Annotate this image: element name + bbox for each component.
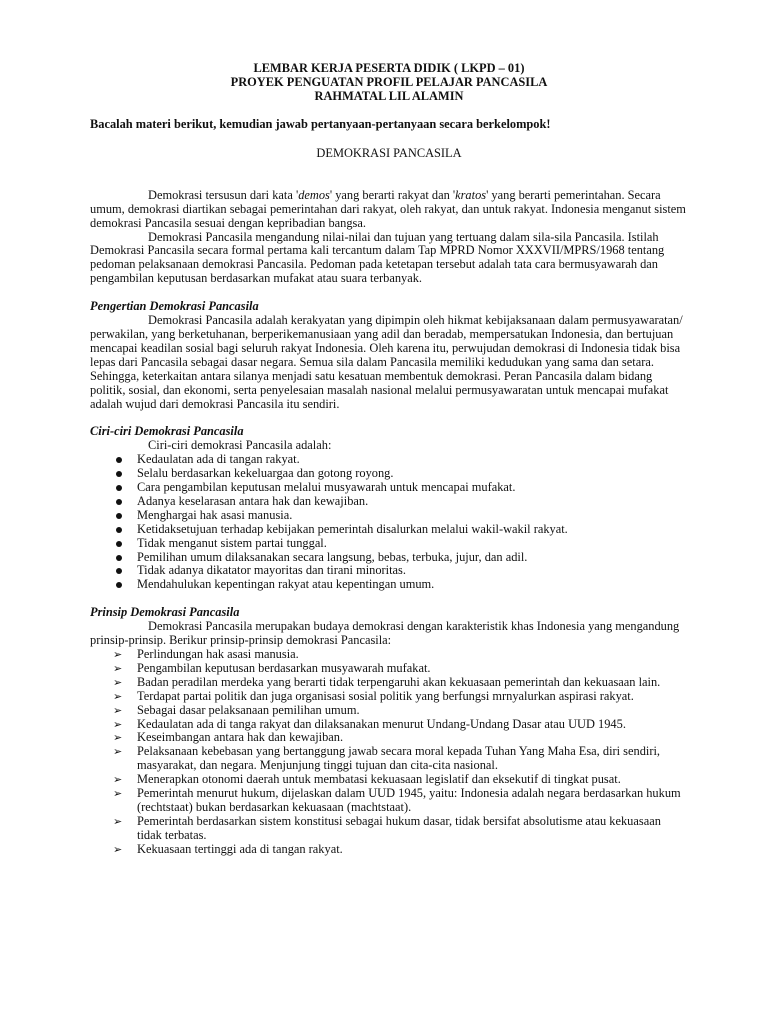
list-item-text: Ketidaksetujuan terhadap kebijakan pemerintah disalurkan melalui wakil-wakil rakyat. <box>137 521 568 536</box>
list-item-text: Adanya keselarasan antara hak dan kewajiban. <box>137 493 369 508</box>
arrow-bullet-icon: ➢ <box>113 661 123 675</box>
list-item <box>90 787 688 815</box>
list-item-text: Perlindungan hak asasi manusia. <box>137 647 299 661</box>
list-item-text: Sebagai dasar pelaksanaan pemilihan umum. <box>137 702 360 717</box>
list-item-text: Cara pengambilan keputusan melalui musyawarah untuk mencapai mufakat. <box>137 480 516 495</box>
list-item <box>90 551 688 565</box>
list-item <box>90 481 688 495</box>
bullet-dot-icon <box>116 527 122 533</box>
intro-text-a: Demokrasi tersusun dari kata ' <box>148 187 299 202</box>
list-item-text: Kedaulatan ada di tanga rakyat dan dilaksanakan menurut Undang-Undang Dasar atau UUD 1945. <box>137 716 626 731</box>
list-item-text: Mendahulukan kepentingan rakyat atau kepentingan umum. <box>137 577 435 592</box>
list-item-text: Menerapkan otonomi daerah untuk membatasi kekuasaan legislatif dan eksekutif di tingkat pusat. <box>137 772 621 787</box>
list-item-text: Badan peradilan merdeka yang berarti tidak terpengaruhi akan kekuasaan pemerintah dan kekuasaan lain. <box>137 674 661 689</box>
arrow-bullet-icon: ➢ <box>113 675 123 689</box>
arrow-bullet-icon: ➢ <box>113 731 123 745</box>
list-item-text: Tidak menganut sistem partai tunggal. <box>137 535 327 550</box>
arrow-bullet-icon: ➢ <box>113 814 123 828</box>
list-item-text: Kedaulatan ada di tangan rakyat. <box>137 452 300 467</box>
list-item <box>90 731 688 745</box>
prinsip-list <box>90 648 688 857</box>
arrow-bullet-icon: ➢ <box>113 648 123 661</box>
list-item-text: Tidak adanya dikatator mayoritas dan tirani minoritas. <box>137 563 406 578</box>
arrow-bullet-icon: ➢ <box>113 842 123 856</box>
term-kratos: kratos <box>455 187 487 202</box>
arrow-bullet-icon: ➢ <box>113 787 123 801</box>
list-item <box>90 745 688 773</box>
bullet-dot-icon <box>116 499 122 505</box>
arrow-bullet-icon: ➢ <box>113 703 123 717</box>
list-item <box>90 676 688 690</box>
list-item-text: Pemerintah berdasarkan sistem konstitusi sebagai hukum dasar, tidak bersifat absolutisme atau kekuasaan tidak terbatas. <box>137 813 661 842</box>
pengertian-paragraph: Demokrasi Pancasila adalah kerakyatan yang dipimpin oleh hikmat kebijaksanaan dalam permusyawaratan/ perwakilan, yang berketuhanan, berperikemanusiaan yang adil dan beradab, mempersatukan Indonesia, dan bertujuan mencapai keadilan sosial bagi seluruh rakyat Indonesia. Oleh karena itu, perwujudan demokrasi di Indonesia tidak bisa lepas dari Pancasila sebagai dasar negara. Semua sila dalam Pancasila memiliki kedudukan yang sama dan setara. Sehingga, keterkaitan antara silanya menjadi satu kesatuan membentuk demokrasi. Peran Pancasila dalam bidang politik, sosial, dan ekonomi, serta penyelesaian masalah nasional melalui permusyawaratan untuk mencapai mufakat adalah wujud dari demokrasi Pancasila itu sendiri. <box>90 313 683 411</box>
list-item <box>90 453 688 467</box>
arrow-bullet-icon: ➢ <box>113 773 123 787</box>
term-demos: demos <box>298 187 330 202</box>
section-heading-ciri: Ciri-ciri Demokrasi Pancasila <box>90 424 244 439</box>
document-header <box>90 61 688 103</box>
bullet-dot-icon <box>116 513 122 519</box>
arrow-bullet-icon: ➢ <box>113 717 123 731</box>
bullet-dot-icon <box>116 471 122 477</box>
list-item <box>90 718 688 732</box>
list-item <box>90 564 688 578</box>
header-line-2: PROYEK PENGUATAN PROFIL PELAJAR PANCASILA <box>230 75 548 89</box>
prinsip-paragraph: Demokrasi Pancasila merupakan budaya demokrasi dengan karakteristik khas Indonesia yang mengandung prinsip-prinsip. Berikur prinsip-prinsip demokrasi Pancasila: <box>90 619 680 648</box>
section-heading-prinsip: Prinsip Demokrasi Pancasila <box>90 605 240 620</box>
list-item-text: Pemilihan umum dilaksanakan secara langsung, bebas, terbuka, jujur, dan adil. <box>137 549 528 564</box>
header-line-3: RAHMATAL LIL ALAMIN <box>314 89 464 103</box>
list-item <box>90 648 688 662</box>
bullet-dot-icon <box>116 541 122 547</box>
list-item-text: Keseimbangan antara hak dan kewajiban. <box>137 730 344 745</box>
list-item <box>90 537 688 551</box>
bullet-dot-icon <box>116 582 122 588</box>
ciri-list <box>90 453 688 592</box>
list-item-text: Pemerintah menurut hukum, dijelaskan dalam UUD 1945, yaitu: Indonesia adalah negara berdasarkan hukum (rechtstaat) bukan berdasarkan kekuasaan (machtstaat). <box>137 786 681 814</box>
list-item <box>90 578 688 592</box>
bullet-dot-icon <box>116 555 122 561</box>
ciri-lead: Ciri-ciri demokrasi Pancasila adalah: <box>148 438 332 453</box>
list-item-text: Selalu berdasarkan kekeluargaa dan gotong royong. <box>137 466 394 481</box>
bullet-dot-icon <box>116 457 122 463</box>
list-item <box>90 843 688 857</box>
document-title: DEMOKRASI PANCASILA <box>316 145 462 160</box>
instruction-text: Bacalah materi berikut, kemudian jawab pertanyaan-pertanyaan secara berkelompok! <box>90 117 551 131</box>
list-item <box>90 815 688 843</box>
intro-paragraph-2: Demokrasi Pancasila mengandung nilai-nilai dan tujuan yang tertuang dalam sila-sila Pancasila. Istilah Demokrasi Pancasila secara formal pertama kali tercantum dalam Tap MPRD Nomor XXXVII/MPRS/1968 tentang pedoman pelaksanaan demokrasi Pancasila. Pedoman pada ketetapan tersebut adalah tata cara bermusyawarah dan pengambilan keputusan berdasarkan mufakat atau suara terbanyak. <box>90 229 665 286</box>
list-item-text: Pengambilan keputusan berdasarkan musyawarah mufakat. <box>137 660 431 675</box>
intro-text-b: ' yang berarti rakyat dan ' <box>329 187 456 202</box>
list-item <box>90 495 688 509</box>
bullet-dot-icon <box>116 568 122 574</box>
intro-paragraph-1 <box>90 189 688 231</box>
list-item-text: Pelaksanaan kebebasan yang bertanggung jawab secara moral kepada Tuhan Yang Maha Esa, diri sendiri, masyarakat, dan negara. Menjunjung tinggi tujuan dan cita-cita nasional. <box>137 744 661 773</box>
section-heading-pengertian: Pengertian Demokrasi Pancasila <box>90 299 259 314</box>
arrow-bullet-icon: ➢ <box>113 745 123 759</box>
header-line-1: LEMBAR KERJA PESERTA DIDIK ( LKPD – 01) <box>253 61 525 75</box>
list-item <box>90 704 688 718</box>
arrow-bullet-icon: ➢ <box>113 689 123 703</box>
list-item <box>90 773 688 787</box>
list-item <box>90 662 688 676</box>
list-item-text: Menghargai hak asasi manusia. <box>137 507 293 522</box>
list-item-text: Terdapat partai politik dan juga organisasi sosial politik yang berfungsi mrnyalurkan aspirasi rakyat. <box>137 688 634 703</box>
list-item <box>90 509 688 523</box>
list-item <box>90 523 688 537</box>
intro-text-c: ' yang berarti pemerintahan. Secara umum, demokrasi diartikan sebagai pemerintahan dari rakyat, oleh rakyat, dan untuk rakyat. Indonesia menganut sistem demokrasi Pancasila sesuai dengan kepribadian bangsa. <box>90 187 686 230</box>
list-item <box>90 690 688 704</box>
list-item <box>90 467 688 481</box>
list-item-text: Kekuasaan tertinggi ada di tangan rakyat. <box>137 841 343 856</box>
bullet-dot-icon <box>116 485 122 491</box>
